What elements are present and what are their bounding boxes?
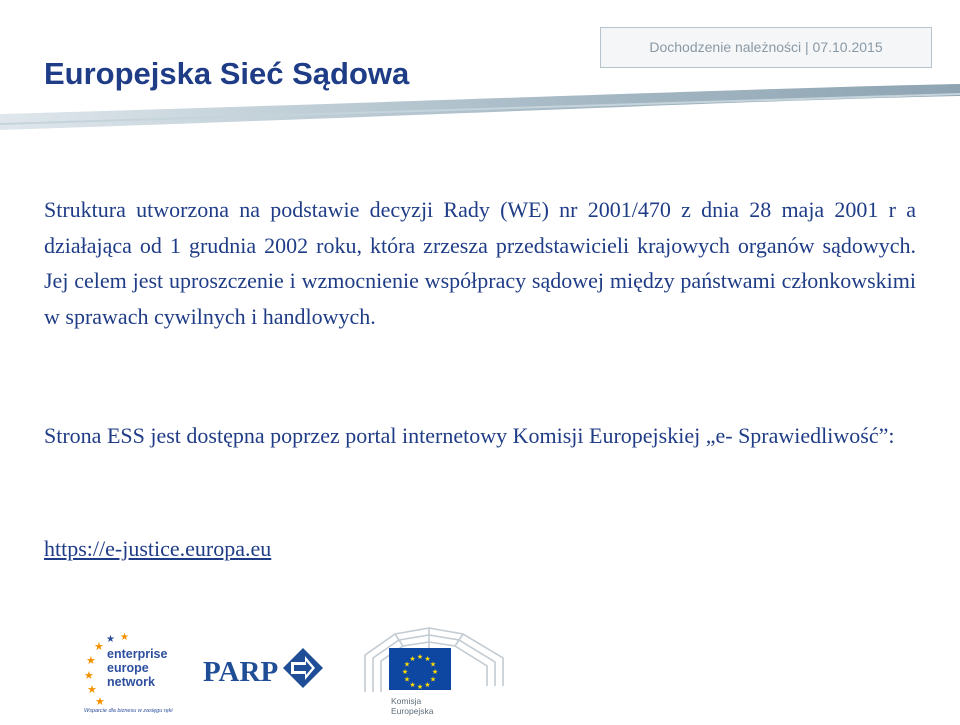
presentation-meta: Dochodzenie należności | 07.10.2015 (600, 27, 932, 68)
portal-info-paragraph: Strona ESS jest dostępna poprzez portal internetowy Komisji Europejskiej „e- Sprawiedliwość”: (44, 423, 895, 448)
svg-text:★: ★ (409, 681, 416, 689)
parp-logo (203, 640, 333, 700)
een-line3: network (107, 675, 155, 689)
ec-label-line1: Komisja (391, 696, 422, 706)
header-banner (0, 0, 960, 135)
european-commission-logo (355, 620, 515, 720)
ess-description-paragraph: Struktura utworzona na podstawie decyzji Rady (WE) nr 2001/470 z dnia 28 maja 2001 r a działająca od 1 grudnia 2002 roku, która zrzesza przedstawicieli krajowych organów sądowych. Jej celem jest uproszczenie i wzmocnienie współpracy sądowej między państwami członkowskimi w sprawach cywilnych i handlowych. (44, 197, 916, 329)
een-line2: europe (107, 661, 149, 675)
svg-text:★: ★ (429, 660, 437, 669)
een-line1: enterprise (107, 647, 168, 661)
svg-text:★: ★ (87, 683, 97, 696)
parp-arrows-icon (283, 648, 323, 688)
svg-text:★: ★ (401, 668, 409, 676)
svg-text:★: ★ (94, 640, 104, 653)
parp-wordmark: PARP (203, 656, 279, 688)
svg-text:★: ★ (424, 681, 431, 689)
een-caption: Wsparcie dla biznesu w zasięgu ręki (84, 708, 173, 714)
page-title: Europejska Sieć Sądowa (44, 56, 410, 91)
svg-text:★: ★ (403, 675, 411, 684)
svg-text:★: ★ (86, 654, 96, 667)
svg-text:★: ★ (403, 660, 411, 669)
enterprise-europe-network-logo (82, 630, 192, 715)
ec-label-line2: Europejska (391, 706, 434, 716)
svg-text:★: ★ (106, 634, 115, 645)
svg-text:★: ★ (120, 632, 129, 643)
svg-text:★: ★ (429, 675, 437, 684)
svg-text:★: ★ (416, 653, 424, 661)
svg-text:★: ★ (424, 655, 431, 663)
svg-text:★: ★ (409, 655, 416, 663)
svg-text:★: ★ (431, 668, 439, 676)
svg-text:★: ★ (84, 669, 94, 682)
svg-text:★: ★ (416, 683, 424, 691)
svg-text:★: ★ (95, 695, 105, 708)
e-justice-link[interactable]: https://e-justice.europa.eu (44, 536, 272, 561)
